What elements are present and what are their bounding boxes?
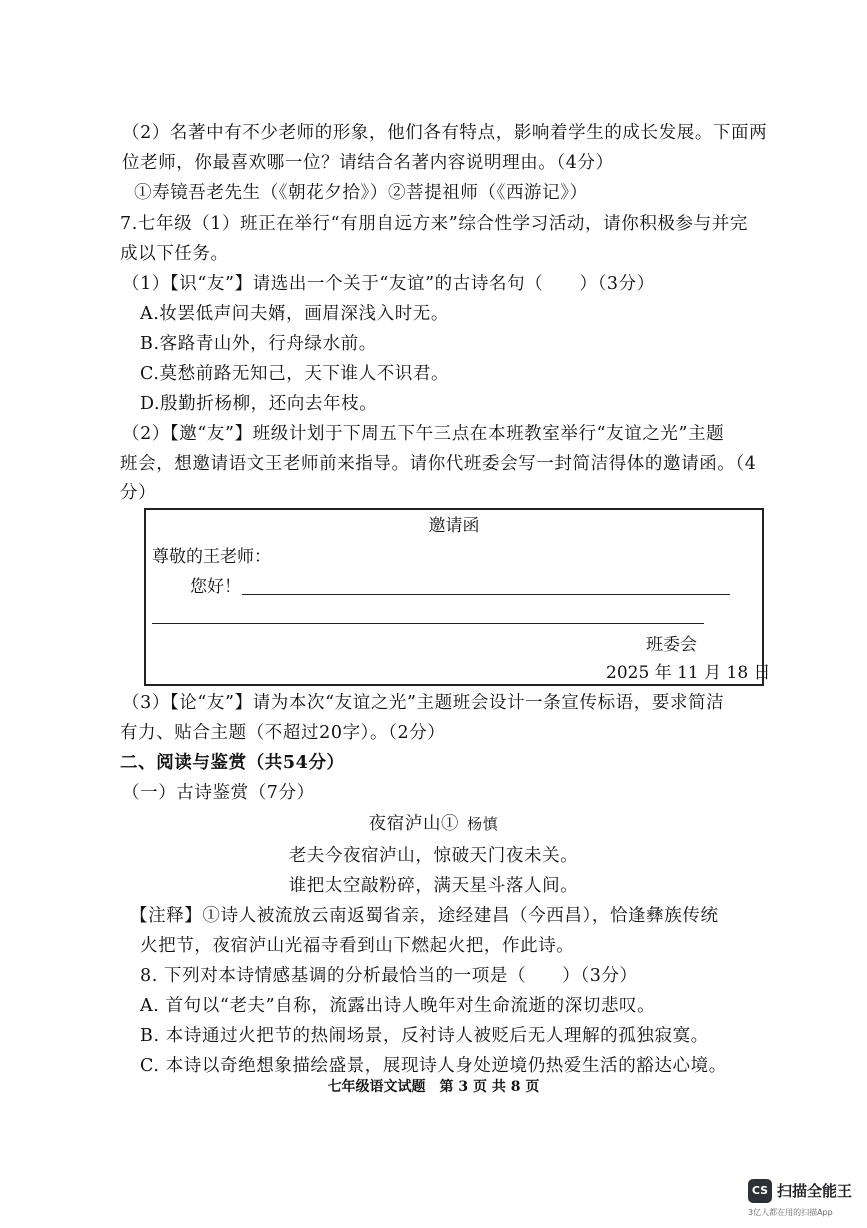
invitation-title: 邀请函	[428, 516, 480, 536]
q7-2-line-2: 班会，想邀请语文王老师前来指导。请你代班委会写一封简洁得体的邀请函。（4	[120, 454, 757, 474]
q8-option-a: A. 首句以“老夫”自称，流露出诗人晚年对生命流逝的深切悲叹。	[140, 996, 656, 1016]
invitation-signature: 班委会	[646, 635, 697, 655]
q7-1-question: （1）【识“友”】请选出一个关于“友谊”的古诗名句（ ）（3分）	[122, 274, 655, 294]
camscanner-logo-icon: CS	[748, 1179, 772, 1203]
q7-1-option-b: B.客路青山外，行舟绿水前。	[140, 334, 377, 354]
q7-2-line-3: 分）	[120, 483, 157, 503]
q7-1-option-d: D.殷勤折杨柳，还向去年枝。	[140, 394, 378, 414]
poem-author: 杨慎	[467, 815, 499, 833]
q7-1-option-a: A.妆罢低声问夫婿，画眉深浅入时无。	[140, 304, 449, 324]
q6-2-line-1: （2）名著中有不少老师的形象，他们各有特点，影响着学生的成长发展。下面两	[122, 123, 768, 143]
scanner-watermark	[746, 1177, 862, 1223]
invitation-box	[144, 508, 771, 686]
q8-question: 8. 下列对本诗情感基调的分析最恰当的一项是（ ）（3分）	[140, 966, 638, 986]
q7-3-line-2: 有力、贴合主题（不超过20字）。（2分）	[120, 723, 446, 743]
invitation-salutation: 尊敬的王老师：	[152, 547, 271, 567]
q6-2-options: ①寿镜吾老先生（《朝花夕拾》）②菩提祖师（《西游记》）	[134, 183, 588, 203]
invitation-answer-line-2	[152, 623, 704, 624]
poem-line-2: 谁把太空敲粉碎，满天星斗落人间。	[288, 876, 579, 896]
q8-option-c: C. 本诗以奇绝想象描绘盛景，展现诗人身处逆境仍热爱生活的豁达心境。	[140, 1056, 727, 1076]
watermark-app-name: 扫描全能王	[777, 1182, 853, 1200]
section-2-heading: 二、阅读与鉴赏（共54分）	[120, 753, 345, 773]
q7-intro-line-1: 7.七年级（1）班正在举行“有朋自远方来”综合性学习活动，请你积极参与并完	[120, 214, 748, 234]
q7-2-line-1: （2）【邀“友”】班级计划于下周五下午三点在本班教室举行“友谊之光”主题	[122, 424, 725, 444]
poem-line-1: 老夫今夜宿泸山，惊破天门夜未关。	[288, 846, 579, 866]
invitation-greeting: 您好！	[190, 577, 241, 597]
section-2-1-heading: （一）古诗鉴赏（7分）	[122, 783, 315, 803]
q7-intro-line-2: 成以下任务。	[120, 244, 229, 264]
q7-1-option-c: C.莫愁前路无知己，天下谁人不识君。	[140, 364, 450, 384]
poem-title: 夜宿泸山①	[368, 814, 460, 834]
q7-3-line-1: （3）【论“友”】请为本次“友谊之光”主题班会设计一条宣传标语，要求简洁	[122, 693, 725, 713]
invitation-answer-line-1	[242, 594, 730, 595]
q6-2-line-2: 位老师，你最喜欢哪一位？请结合名著内容说明理由。（4分）	[122, 153, 614, 173]
poem-note-line-2: 火把节，夜宿泸山光福寺看到山下燃起火把，作此诗。	[140, 936, 575, 956]
poem-title-row	[0, 812, 867, 836]
watermark-tagline: 3亿人都在用的扫描App	[748, 1208, 833, 1217]
invitation-date: 2025 年 11 月 18 日	[606, 663, 771, 683]
page-footer: 七年级语文试题 第 3 页 共 8 页	[327, 1079, 540, 1095]
poem-note-line-1: 【注释】①诗人被流放云南返蜀省亲，途经建昌（今西昌），恰逢彝族传统	[130, 906, 719, 926]
q8-option-b: B. 本诗通过火把节的热闹场景，反衬诗人被贬后无人理解的孤独寂寞。	[140, 1026, 709, 1046]
